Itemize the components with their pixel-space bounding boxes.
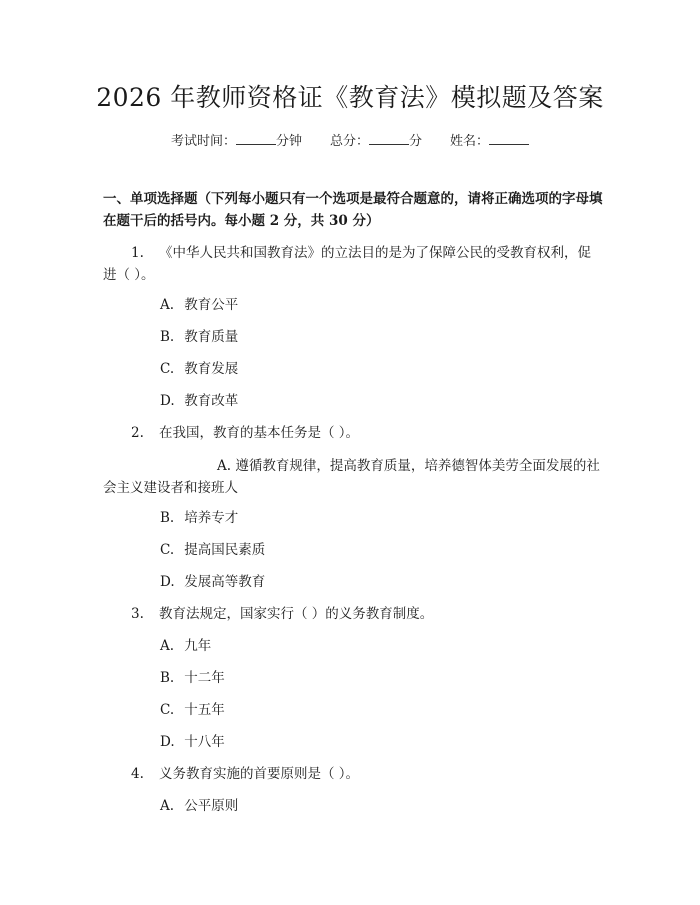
question-number: 2. <box>131 425 144 441</box>
exam-time-unit: 分钟 <box>275 134 302 149</box>
exam-time-label: 考试时间： <box>170 134 236 149</box>
question-2-option-a: A. 遵循教育规律，提高教育质量，培养德智体美劳全面发展的社会主义建设者和接班人 <box>103 458 600 496</box>
question-3-option-a: A. 九年 <box>160 638 212 654</box>
question-text: 在我国，教育的基本任务是（ ）。 <box>159 425 360 441</box>
question-text: 义务教育实施的首要原则是（ ）。 <box>159 766 360 782</box>
question-number: 1. <box>131 245 144 261</box>
question-1-option-b: B. 教育质量 <box>160 329 239 345</box>
question-text: 教育法规定，国家实行（ ）的义务教育制度。 <box>159 606 434 622</box>
question-1-option-c: C. 教育发展 <box>160 361 239 377</box>
question-2-option-d: D. 发展高等教育 <box>160 574 266 590</box>
exam-time-blank <box>236 130 276 145</box>
question-text: 《中华人民共和国教育法》的立法目的是为了保障公民的受教育权利，促进（ ）。 <box>103 245 591 283</box>
question-3 <box>103 603 603 625</box>
question-3-option-c: C. 十五年 <box>160 702 225 718</box>
total-score-blank <box>369 130 409 145</box>
question-1 <box>103 242 603 286</box>
total-score-label: 总分： <box>329 134 369 149</box>
question-2-option-c: C. 提高国民素质 <box>160 542 266 558</box>
total-score-unit: 分 <box>409 134 423 149</box>
question-3-option-d: D. 十八年 <box>160 734 225 750</box>
question-4 <box>103 763 603 785</box>
question-number: 4. <box>131 766 144 782</box>
document-title: 2026 年教师资格证《教育法》模拟题及答案 <box>96 83 604 112</box>
name-label: 姓名： <box>450 134 490 149</box>
question-number: 3. <box>131 606 144 622</box>
question-1-option-d: D. 教育改革 <box>160 393 239 409</box>
question-1-option-a: A. 教育公平 <box>160 297 239 313</box>
question-2-option-b: B. 培养专才 <box>160 510 239 526</box>
question-3-option-b: B. 十二年 <box>160 670 225 686</box>
question-4-option-a: A. 公平原则 <box>160 798 239 814</box>
name-blank <box>489 130 529 145</box>
section-heading: 一、单项选择题（下列每小题只有一个选项是最符合题意的，请将正确选项的字母填在题干后的括号内。每小题 2 分，共 30 分） <box>103 191 603 229</box>
exam-meta <box>0 130 700 152</box>
question-2 <box>103 422 603 444</box>
